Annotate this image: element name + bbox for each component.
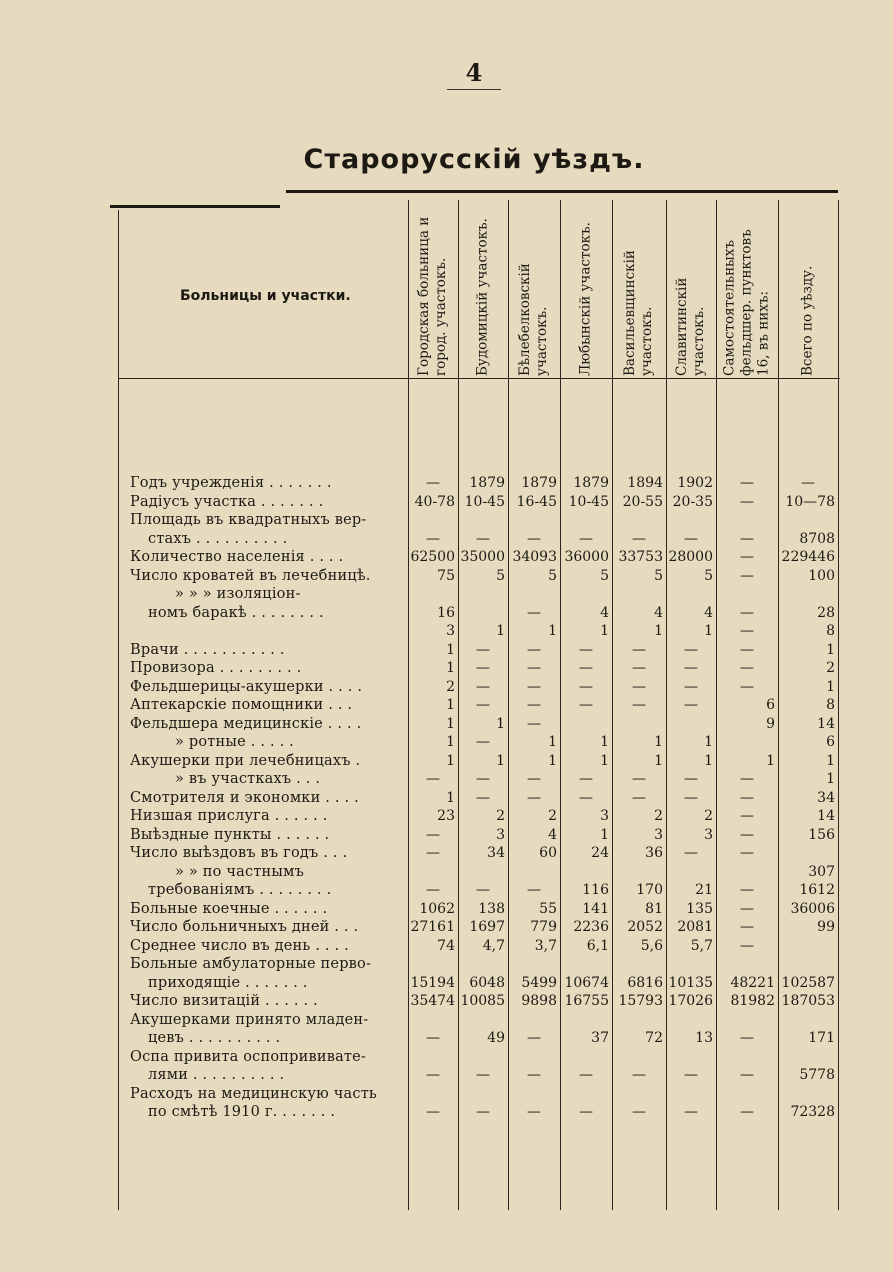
row-label: Смотрителя и экономки . . . . [130,789,359,806]
table-cell: — [632,697,646,713]
table-cell: 24 [591,845,609,861]
table-cell: 14 [817,808,835,824]
table-cell: 1 [446,641,455,658]
table-cell: 5 [496,567,505,584]
table-cell: 1 [496,623,505,639]
table-cell: 1 [600,734,609,750]
table-cell: 14 [817,715,835,732]
table-cell: 1 [446,789,455,806]
table-cell: 229446 [781,549,835,565]
table-cell: 1879 [573,475,609,491]
row-label: по смѣтѣ 1910 г. . . . . . . [148,1104,336,1120]
table-cell: — [740,826,754,843]
table-cell: — [684,789,698,806]
table-cell: — [740,678,754,695]
table-cell: 1 [704,752,713,769]
row-label: приходящіе . . . . . . . [148,974,308,991]
table-cell: — [740,530,754,547]
number-rule [447,89,501,90]
table-cell: 5499 [521,974,557,991]
table-cell: 4 [548,826,557,843]
table-cell: 81982 [730,993,775,1009]
table-cell: 9 [766,715,775,732]
table-cell: 36000 [564,549,609,565]
table-cell: — [740,919,754,935]
row-label: Фельдшерицы-акушерки . . . . [130,678,363,695]
table-cell: — [426,771,440,787]
table-cell: — [426,1030,440,1046]
table-cell: 3 [446,623,455,639]
table-cell: 102587 [781,974,835,991]
table-cell: 1 [548,734,557,750]
row-label: Радіусъ участка . . . . . . . [130,493,324,510]
table-cell: 1 [600,623,609,639]
table-cell: 2052 [627,919,663,935]
table-cell: — [476,789,490,806]
table-cell: — [476,697,490,713]
table-cell: 1879 [521,475,557,491]
table-cell: — [684,845,698,861]
table-cell: — [527,771,541,787]
column-header-6: Славитинскій участокъ. [674,277,707,376]
table-cell: — [579,697,593,713]
table-cell: — [579,641,593,658]
table-cell: 2 [548,808,557,824]
table-cell: 6048 [469,974,505,991]
row-label: Выѣздные пункты . . . . . . [130,826,330,843]
table-cell: 10—78 [785,493,835,510]
table-cell: 10135 [668,974,713,991]
table-cell: 1 [548,752,557,769]
table-cell: 1 [704,623,713,639]
table-cell: — [527,678,541,695]
table-cell: 8 [826,623,835,639]
table-cell: 2236 [573,919,609,935]
table-cell: 4,7 [482,937,505,954]
table-cell: 16-45 [516,493,557,510]
table-cell: 35474 [410,993,455,1009]
header-rule [118,378,840,379]
table-cell: — [527,660,541,676]
table-cell: — [740,771,754,787]
table-cell: — [740,623,754,639]
row-label: Больные коечные . . . . . . [130,900,328,917]
table-cell: 1 [826,752,835,769]
table-cell: 2 [704,808,713,824]
table-cell: 75 [437,567,455,584]
table-cell: — [527,1067,541,1083]
row-label: Количество населенія . . . . [130,549,344,565]
row-label: Расходъ на медицинскую часть [130,1085,378,1102]
table-cell: — [684,660,698,676]
table-cell: — [426,475,440,491]
table-cell: 4 [600,604,609,621]
table-cell: 2 [826,660,835,676]
table-cell: 10085 [460,993,505,1009]
row-label: Оспа привита оспопрививате- [130,1048,367,1065]
table-cell: 3,7 [534,937,557,954]
row-label: Число визитацій . . . . . . [130,993,318,1009]
table-cell: 3 [496,826,505,843]
table-cell: 1 [654,752,663,769]
table-cell: — [476,660,490,676]
table-cell: — [740,900,754,917]
table-cell: 10-45 [464,493,505,510]
table-cell: 33753 [618,549,663,565]
table-cell: — [476,678,490,695]
table-cell: — [527,604,541,621]
table-cell: — [579,530,593,547]
table-cell: — [684,641,698,658]
row-label: требованіямъ . . . . . . . . [148,882,332,898]
table-cell: 156 [808,826,835,843]
table-cell: 3 [704,826,713,843]
table-cell: 9898 [521,993,557,1009]
top-rule-left [110,205,280,208]
row-label: Больные амбулаторные перво- [130,956,372,972]
table-cell: 62500 [410,549,455,565]
table-cell: — [426,530,440,547]
row-label: Провизора . . . . . . . . . [130,660,302,676]
table-cell: — [632,1104,646,1120]
table-cell: — [684,678,698,695]
table-cell: 1 [446,715,455,732]
table-cell: 1 [496,715,505,732]
table-cell: 1879 [469,475,505,491]
table-cell: — [527,1030,541,1046]
table-cell: 34 [817,789,835,806]
table-cell: — [476,734,490,750]
table-cell: 4 [654,604,663,621]
column-rule-8 [838,200,839,1210]
table-cell: 1 [446,752,455,769]
table-cell: 1 [826,771,835,787]
table-cell: 4 [704,604,713,621]
table-cell: 34 [487,845,505,861]
table-cell: — [579,1104,593,1120]
row-label: Врачи . . . . . . . . . . . [130,641,285,658]
table-left-border [118,210,119,1210]
table-cell: 60 [539,845,557,861]
table-cell: — [801,475,815,491]
table-cell: 15194 [410,974,455,991]
table-cell: 3 [654,826,663,843]
table-cell: 1 [654,734,663,750]
table-cell: 1 [496,752,505,769]
table-cell: 72 [645,1030,663,1046]
table-cell: 135 [686,900,713,917]
stub-header: Больницы и участки. [180,288,351,304]
table-cell: 5 [654,567,663,584]
table-cell: — [579,771,593,787]
table-cell: 1 [654,623,663,639]
table-cell: — [632,641,646,658]
table-cell: 1 [446,660,455,676]
table-cell: 5 [704,567,713,584]
table-cell: — [527,715,541,732]
table-cell: — [684,1067,698,1083]
table-cell: 6,1 [586,937,609,954]
table-cell: 2 [496,808,505,824]
table-cell: — [740,845,754,861]
table-cell: 5 [548,567,557,584]
table-cell: 5 [600,567,609,584]
table-cell: 3 [600,808,609,824]
table-cell: — [632,789,646,806]
table-cell: 100 [808,567,835,584]
table-cell: — [527,530,541,547]
table-cell: 40-78 [414,493,455,510]
table-cell: 36 [645,845,663,861]
table-cell: 2 [446,678,455,695]
table-cell: 307 [808,863,835,880]
table-cell: — [740,1067,754,1083]
table-cell: — [632,771,646,787]
table-cell: 1697 [469,919,505,935]
table-cell: 5,6 [640,937,663,954]
table-cell: 116 [582,882,609,898]
column-header-2: Будомицкій участокъ. [474,218,491,376]
row-label: номъ баракѣ . . . . . . . . [148,604,324,621]
table-cell: 34093 [512,549,557,565]
table-cell: 28000 [668,549,713,565]
table-cell: 1 [446,697,455,713]
table-cell: 74 [437,937,455,954]
table-cell: 1 [548,623,557,639]
table-cell: — [740,641,754,658]
table-cell: 1 [600,826,609,843]
table-cell: 6 [826,734,835,750]
table-cell: 37 [591,1030,609,1046]
table-cell: 10674 [564,974,609,991]
row-label: Аптекарскіе помощники . . . [130,697,353,713]
table-cell: 10-45 [568,493,609,510]
table-cell: 72328 [790,1104,835,1120]
row-label: » въ участкахъ . . . [175,771,321,787]
page-title: Старорусскій уѣздъ. [303,144,645,175]
row-label: Годъ учрежденія . . . . . . . [130,475,332,491]
table-cell: 2081 [677,919,713,935]
table-cell: — [476,530,490,547]
top-rule-right [286,190,838,193]
table-cell: 55 [539,900,557,917]
table-cell: — [426,1067,440,1083]
row-label: Число больничныхъ дней . . . [130,919,359,935]
table-cell: — [740,937,754,954]
table-cell: — [579,1067,593,1083]
table-cell: 23 [437,808,455,824]
table-cell: 1 [600,752,609,769]
table-cell: 6816 [627,974,663,991]
column-header-1: Городская больница и город. участокъ. [416,216,449,376]
table-cell: 171 [808,1030,835,1046]
table-cell: — [527,1104,541,1120]
table-cell: — [740,1104,754,1120]
column-header-8: Всего по уѣзду. [799,265,816,376]
row-label: Число кроватей въ лечебницѣ. [130,567,371,584]
table-cell: — [632,660,646,676]
table-cell: 8708 [799,530,835,547]
table-cell: 17026 [668,993,713,1009]
table-cell: — [740,567,754,584]
table-cell: — [740,789,754,806]
row-label: » » по частнымъ [175,863,305,880]
row-label: лями . . . . . . . . . . [148,1067,285,1083]
table-cell: — [684,530,698,547]
row-label: Площадь въ квадратныхъ вер- [130,512,367,528]
table-cell: — [426,1104,440,1120]
table-cell: 5778 [799,1067,835,1083]
table-cell: 35000 [460,549,505,565]
table-cell: — [579,660,593,676]
column-header-4: Любынскій участокъ. [577,222,594,376]
table-cell: 1 [704,734,713,750]
table-cell: 36006 [790,900,835,917]
column-header-5: Васильевщинскій участокъ. [622,250,655,376]
table-cell: — [684,697,698,713]
table-cell: — [527,882,541,898]
table-cell: — [579,678,593,695]
table-cell: — [740,604,754,621]
table-cell: 49 [487,1030,505,1046]
table-cell: — [740,882,754,898]
table-cell: — [476,1104,490,1120]
table-cell: 48221 [730,974,775,991]
table-cell: — [426,845,440,861]
row-label: » ротные . . . . . [175,734,294,750]
row-label: » » » изоляціон- [175,586,301,602]
row-label: Число выѣздовъ въ годъ . . . [130,845,348,861]
table-cell: 81 [645,900,663,917]
table-cell: — [426,826,440,843]
table-cell: 170 [636,882,663,898]
table-cell: 13 [695,1030,713,1046]
table-cell: 141 [582,900,609,917]
table-cell: — [527,641,541,658]
table-cell: — [740,493,754,510]
table-cell: — [632,1067,646,1083]
table-cell: 16755 [564,993,609,1009]
row-label: Низшая прислуга . . . . . . [130,808,328,824]
row-label: Акушерками принято младен- [130,1011,369,1028]
table-cell: 20-55 [622,493,663,510]
table-cell: 20-35 [672,493,713,510]
table-cell: — [579,789,593,806]
table-cell: — [740,549,754,565]
table-cell: 1612 [799,882,835,898]
table-cell: 5,7 [690,937,713,954]
table-cell: 1 [826,641,835,658]
table-cell: 1 [766,752,775,769]
table-cell: — [740,660,754,676]
table-cell: 1 [826,678,835,695]
row-label: стахъ . . . . . . . . . . [148,530,288,547]
table-cell: — [632,530,646,547]
column-header-3: Бѣлебелковскій участокъ. [517,263,550,376]
table-cell: 21 [695,882,713,898]
table-cell: — [740,808,754,824]
table-cell: 28 [817,604,835,621]
table-cell: — [426,882,440,898]
table-cell: — [476,1067,490,1083]
table-cell: 8 [826,697,835,713]
row-label: Среднее число въ день . . . . [130,937,349,954]
table-cell: 15793 [618,993,663,1009]
table-cell: — [527,789,541,806]
table-cell: — [476,882,490,898]
table-cell: 6 [766,697,775,713]
table-cell: — [527,697,541,713]
table-cell: — [740,1030,754,1046]
table-cell: — [740,475,754,491]
table-cell: 1902 [677,475,713,491]
table-cell: 16 [437,604,455,621]
table-cell: — [684,771,698,787]
table-cell: 138 [478,900,505,917]
column-header-7: Самостоятельныхъ фельдшер. пунктовъ 16, въ нихъ: [721,229,772,376]
row-label: Акушерки при лечебницахъ . [130,752,361,769]
table-cell: 779 [530,919,557,935]
row-label: Фельдшера медицинскіе . . . . [130,715,362,732]
table-cell: — [476,641,490,658]
table-cell: 1062 [419,900,455,917]
table-cell: 27161 [410,919,455,935]
table-cell: 1 [446,734,455,750]
table-cell: 99 [817,919,835,935]
page-number: 4 [465,58,483,87]
table-cell: — [632,678,646,695]
table-cell: 187053 [781,993,835,1009]
table-cell: — [476,771,490,787]
table-cell: 2 [654,808,663,824]
table-cell: — [684,1104,698,1120]
row-label: цевъ . . . . . . . . . . [148,1030,281,1046]
table-cell: 1894 [627,475,663,491]
